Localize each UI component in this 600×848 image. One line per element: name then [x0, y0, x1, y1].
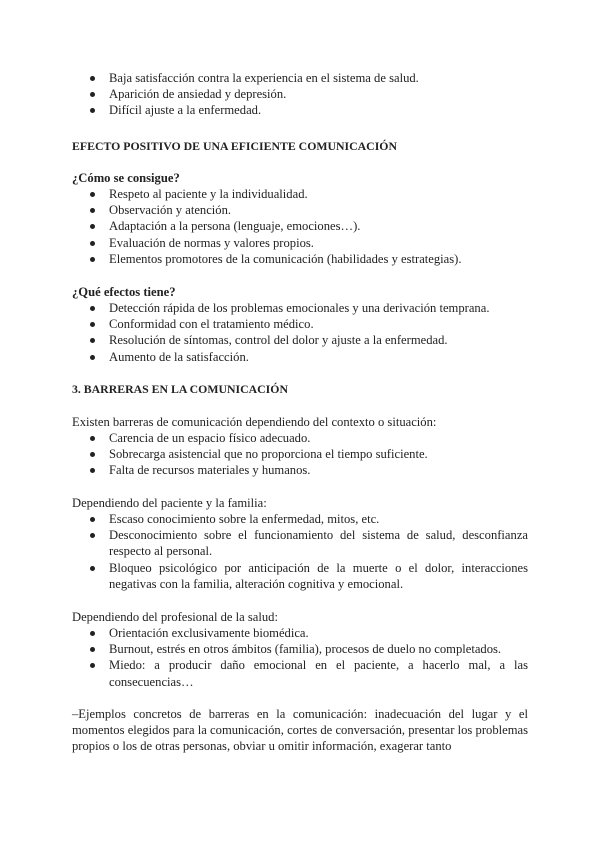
list-item: Miedo: a producir daño emocional en el paciente, a hacerlo mal, a las consecuencias… — [72, 657, 528, 689]
ejemplos-paragraph: –Ejemplos concretos de barreras en la comunicación: inadecuación del lugar y el momentos elegidos para la comunicación, cortes de conversación, presentar los problemas propios o los de otras personas, obviar u omitir información, exagerar tanto — [72, 707, 528, 754]
efectos-list — [72, 300, 528, 365]
list-item: Desconocimiento sobre el funcionamiento del sistema de salud, desconfianza respecto al personal. — [72, 527, 528, 559]
list-item: Bloqueo psicológico por anticipación de la muerte o el dolor, interacciones negativas con la familia, alteración cognitiva y emocional. — [72, 560, 528, 592]
consequences-list — [72, 70, 528, 119]
list-item: Burnout, estrés en otros ámbitos (familia), procesos de duelo no completados. — [72, 641, 528, 657]
contexto-intro: Existen barreras de comunicación dependiendo del contexto o situación: — [72, 415, 437, 429]
list-item: Difícil ajuste a la enfermedad. — [72, 102, 528, 118]
contexto-list — [72, 430, 528, 479]
list-item: Falta de recursos materiales y humanos. — [72, 462, 528, 478]
list-item: Elementos promotores de la comunicación (habilidades y estrategias). — [72, 251, 528, 267]
list-item: Respeto al paciente y la individualidad. — [72, 186, 528, 202]
list-item: Adaptación a la persona (lenguaje, emociones…). — [72, 218, 528, 234]
subheading-efectos: ¿Qué efectos tiene? — [72, 285, 176, 299]
paciente-list — [72, 511, 528, 592]
profesional-list — [72, 625, 528, 690]
list-item: Conformidad con el tratamiento médico. — [72, 316, 528, 332]
paciente-intro: Dependiendo del paciente y la familia: — [72, 496, 267, 510]
list-item: Carencia de un espacio físico adecuado. — [72, 430, 528, 446]
list-item: Aumento de la satisfacción. — [72, 349, 528, 365]
list-item: Escaso conocimiento sobre la enfermedad, mitos, etc. — [72, 511, 528, 527]
list-item: Resolución de síntomas, control del dolor y ajuste a la enfermedad. — [72, 332, 528, 348]
como-list — [72, 186, 528, 267]
list-item: Detección rápida de los problemas emocionales y una derivación temprana. — [72, 300, 528, 316]
list-item: Sobrecarga asistencial que no proporciona el tiempo suficiente. — [72, 446, 528, 462]
section-heading-barreras: 3. BARRERAS EN LA COMUNICACIÓN — [72, 382, 288, 396]
list-item: Baja satisfacción contra la experiencia en el sistema de salud. — [72, 70, 528, 86]
list-item: Evaluación de normas y valores propios. — [72, 235, 528, 251]
section-heading-efecto: EFECTO POSITIVO DE UNA EFICIENTE COMUNICACIÓN — [72, 139, 397, 153]
profesional-intro: Dependiendo del profesional de la salud: — [72, 610, 278, 624]
subheading-como: ¿Cómo se consigue? — [72, 171, 180, 185]
list-item: Orientación exclusivamente biomédica. — [72, 625, 528, 641]
list-item: Observación y atención. — [72, 202, 528, 218]
list-item: Aparición de ansiedad y depresión. — [72, 86, 528, 102]
